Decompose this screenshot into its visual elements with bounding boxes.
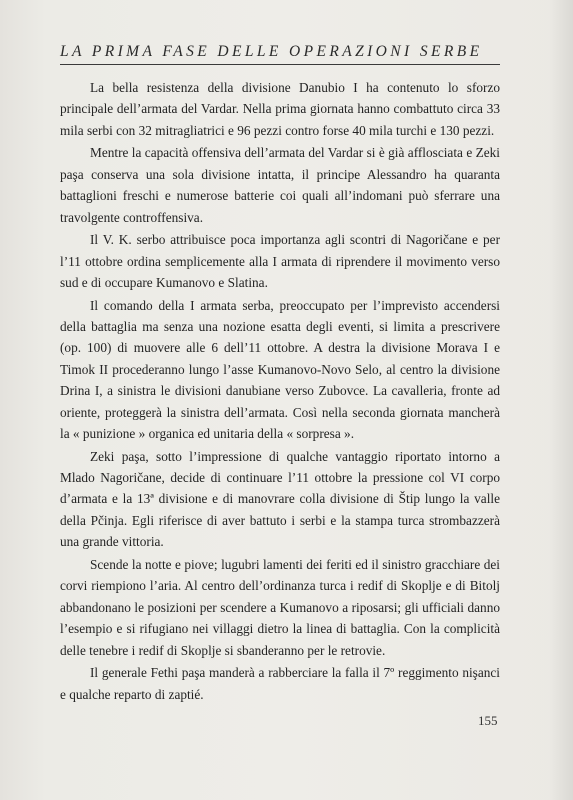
paragraph: Scende la notte e piove; lugubri lamenti dei feriti ed il sinistro gracchiare dei corvi riempiono l’aria. Al centro dell’ordinanza turca i redif di Skoplje e di Bitolj abbandonano le posizioni per scendere a Kumanovo a riposarsi; gli ufficiali danno l’esempio e si rifugiano nei villaggi dietro la linea di battaglia. Con la complicità delle tenebre i redif di Skoplje si sbanderanno per le retrovie. [60, 556, 500, 658]
paragraph: Il comando della I armata serba, preoccupato per l’imprevisto accendersi della battaglia ma senza una nozione esatta degli eventi, si limita a prescrivere (op. 100) di muovere alle 6 dell’11 ottobre. A destra la divisione Morava I e Timok II procederanno lungo l’asse Kumanovo-Novo Selo, al centro la divisione Drina I, a sinistra le divisioni danubiane verso Zubovce. La cavalleria, fronte ad oriente, proteggerà la sinistra dell’armata. Così nella seconda giornata mancherà la « punizione » organica ed unitaria della « sorpresa ». [60, 297, 500, 442]
page-edge-shadow [549, 0, 573, 800]
page-number: 155 [478, 713, 498, 728]
paragraph: Il generale Fethi paşa manderà a rabberciare la falla il 7º reggimento nişanci e qualche reparto di zaptié. [60, 665, 500, 702]
paragraph: Il V. K. serbo attribuisce poca importanza agli scontri di Nagoričane e per l’11 ottobre ordina semplicemente alla I armata di riprendere il movimento verso sud e di occupare Kumanovo e Slatina. [60, 232, 500, 291]
paragraph: La bella resistenza della divisione Danubio I ha contenuto lo sforzo principale dell’armata del Vardar. Nella prima giornata hanno combattuto circa 33 mila serbi con 32 mitragliatrici e 96 pezzi contro forse 40 mila turchi e 130 pezzi. [60, 80, 500, 138]
running-head: LA PRIMA FASE DELLE OPERAZIONI SERBE [60, 43, 483, 60]
paragraph: Mentre la capacità offensiva dell’armata del Vardar si è già afflosciata e Zeki paşa conserva una sola divisione intatta, il principe Alessandro ha quaranta battaglioni freschi e numerose batterie coi quali all’indomani può sferrare una travolgente controffensiva. [60, 145, 500, 225]
paragraph: Zeki paşa, sotto l’impressione di qualche vantaggio riportato intorno a Mlado Nagoričane, decide di continuare l’11 ottobre la pressione col VI corpo d’armata e la 13ª divisione e di manovrare colla divisione di Štip lungo la valle della Pčinja. Egli riferisce di aver battuto i serbi e la stampa turca strombazzerà una grande vittoria. [60, 448, 500, 550]
header-rule [60, 64, 500, 65]
body-text [60, 77, 500, 706]
